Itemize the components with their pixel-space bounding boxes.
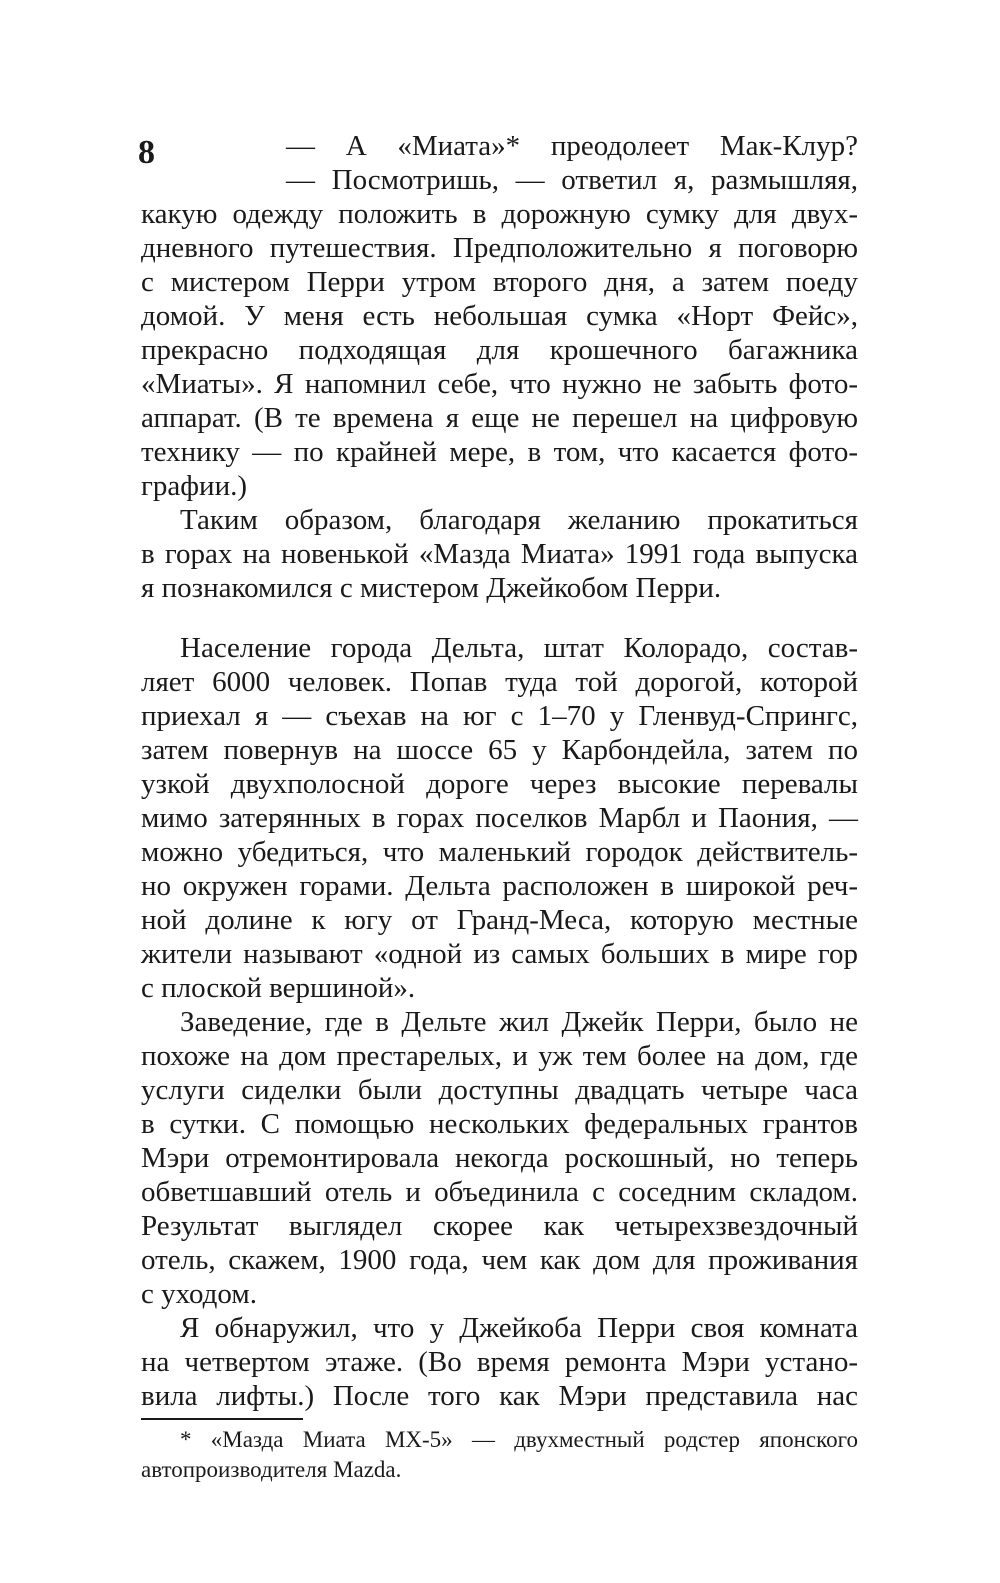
text-line: графии.) [141, 470, 248, 502]
text-line: Я обнаружил, что у Джейкоба Перри своя комната [180, 1312, 858, 1344]
text-line: с мистером Перри утром второго дня, а затем поеду [141, 266, 858, 298]
text-line: Мэри отремонтировала некогда роскошный, но теперь [141, 1142, 858, 1174]
text-line: ляет 6000 человек. Попав туда той дорогой, которой [141, 666, 858, 698]
text-line: но окружен горами. Дельта расположен в широкой реч- [141, 870, 858, 902]
text-line: с уходом. [141, 1278, 257, 1310]
text-line: — А «Миата»* преодолеет Мак-Клур? [286, 130, 858, 162]
text-line: прекрасно подходящая для крошечного багажника [141, 334, 858, 366]
text-line: отель, скажем, 1900 года, чем как дом для проживания [141, 1244, 858, 1276]
text-line: приехал я — съехав на юг с 1–70 у Гленвуд-Спрингс, [141, 700, 858, 732]
text-line: с плоской вершиной». [141, 972, 416, 1004]
text-line: технику — по крайней мере, в том, что касается фото- [141, 436, 858, 468]
footnote-line: автопроизводителя Mazda. [141, 1457, 402, 1482]
page-number: 8 [138, 134, 155, 171]
text-line: жители называют «одной из самых больших в мире гор [141, 938, 858, 970]
text-line: «Миаты». Я напомнил себе, что нужно не забыть фото- [141, 368, 858, 400]
footnote-rule [141, 1418, 303, 1420]
text-line: похоже на дом престарелых, и уж тем более на дом, где [141, 1040, 858, 1072]
text-line: затем повернув на шоссе 65 у Карбондейла, затем по [141, 734, 858, 766]
text-line: Таким образом, благодаря желанию прокатиться [180, 504, 858, 536]
text-line: Население города Дельта, штат Колорадо, состав- [180, 632, 858, 664]
text-line: узкой двухполосной дороге через высокие перевалы [141, 768, 858, 800]
text-line: в сутки. С помощью нескольких федеральных грантов [141, 1108, 858, 1140]
text-line: — Посмотришь, — ответил я, размышляя, [286, 164, 858, 196]
text-line: можно убедиться, что маленький городок действитель- [141, 836, 858, 868]
text-line: услуги сиделки были доступны двадцать четыре часа [141, 1074, 858, 1106]
text-line: какую одежду положить в дорожную сумку для двух- [141, 198, 858, 230]
text-line: на четвертом этаже. (Во время ремонта Мэри устано- [141, 1346, 858, 1378]
text-line: я познакомился с мистером Джейкобом Перри. [141, 572, 722, 604]
text-line: ной долине к югу от Гранд-Меса, которую местные [141, 904, 858, 936]
text-line: домой. У меня есть небольшая сумка «Норт Фейс», [141, 300, 858, 332]
text-line: Результат выглядел скорее как четырехзвездочный [141, 1210, 858, 1242]
text-line: дневного путешествия. Предположительно я поговорю [141, 232, 858, 264]
text-line: Заведение, где в Дельте жил Джейк Перри, было не [180, 1006, 858, 1038]
text-line: аппарат. (В те времена я еще не перешел на цифровую [141, 402, 858, 434]
text-line: мимо затерянных в горах поселков Марбл и Паония, — [141, 802, 858, 834]
text-line: в горах на новенькой «Мазда Миата» 1991 года выпуска [141, 538, 858, 570]
text-line: вила лифты.) После того как Мэри представила нас [141, 1380, 858, 1412]
text-line: обветшавший отель и объединила с соседним складом. [141, 1176, 858, 1208]
footnote-line: * «Мазда Миата МХ-5» — двухместный родстер японского [180, 1427, 858, 1452]
